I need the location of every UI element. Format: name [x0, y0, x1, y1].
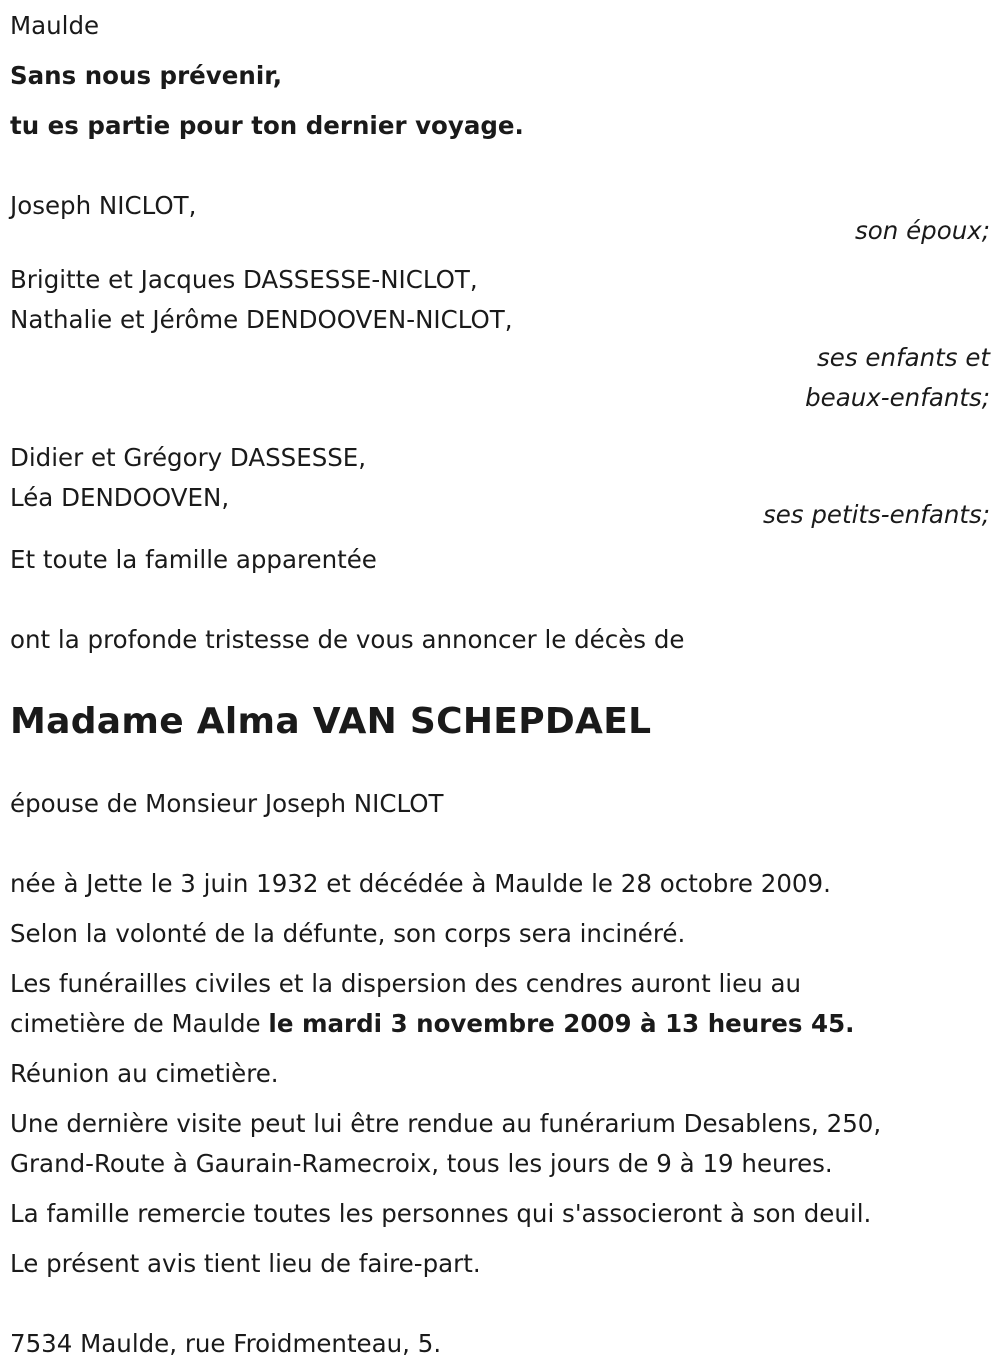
family-group-spouse [10, 186, 990, 248]
poem-line: Sans nous prévenir, [10, 61, 283, 90]
funeral-date: le mardi 3 novembre 2009 à 13 heures 45. [268, 1009, 855, 1038]
location-heading: Maulde [10, 11, 100, 40]
visit-line: Grand-Route à Gaurain-Ramecroix, tous les jours de 9 à 19 heures. [10, 1149, 833, 1178]
extended-family: Et toute la famille apparentée [10, 545, 377, 574]
funeral-place: cimetière de Maulde [10, 1009, 261, 1038]
obituary-notice [10, 6, 990, 1364]
family-relation: ses petits-enfants; [762, 500, 990, 529]
family-relation: ses enfants et [817, 343, 990, 372]
family-group-grandchildren [10, 438, 990, 532]
family-member-name: Léa DENDOOVEN, [10, 483, 230, 512]
meeting-note: Réunion au cimetière. [10, 1059, 279, 1088]
birth-death: née à Jette le 3 juin 1932 et décédée à Maulde le 28 octobre 2009. [10, 869, 831, 898]
announcement: ont la profonde tristesse de vous annoncer le décès de [10, 625, 685, 654]
cremation-note: Selon la volonté de la défunte, son corps sera incinéré. [10, 919, 686, 948]
family-member-name: Brigitte et Jacques DASSESSE-NICLOT, [10, 265, 478, 294]
funeral-line: Les funérailles civiles et la dispersion des cendres auront lieu au [10, 969, 802, 998]
notice-line: Le présent avis tient lieu de faire-part. [10, 1249, 481, 1278]
address-line: 7534 Maulde, rue Froidmenteau, 5. [10, 1329, 442, 1358]
deceased-name: Madame Alma VAN SCHEPDAEL [10, 701, 652, 742]
family-relation: beaux-enfants; [805, 383, 990, 412]
family-relation: son époux; [855, 216, 990, 245]
funeral-line [10, 1004, 990, 1044]
visit-line: Une dernière visite peut lui être rendue au funérarium Desablens, 250, [10, 1109, 882, 1138]
thanks-line: La famille remercie toutes les personnes qui s'associeront à son deuil. [10, 1199, 872, 1228]
spouse-line: épouse de Monsieur Joseph NICLOT [10, 789, 444, 818]
family-member-name: Didier et Grégory DASSESSE, [10, 443, 367, 472]
family-group-children [10, 260, 990, 418]
family-member-name: Joseph NICLOT, [10, 191, 197, 220]
poem-line: tu es partie pour ton dernier voyage. [10, 111, 524, 140]
family-member-name: Nathalie et Jérôme DENDOOVEN-NICLOT, [10, 305, 513, 334]
